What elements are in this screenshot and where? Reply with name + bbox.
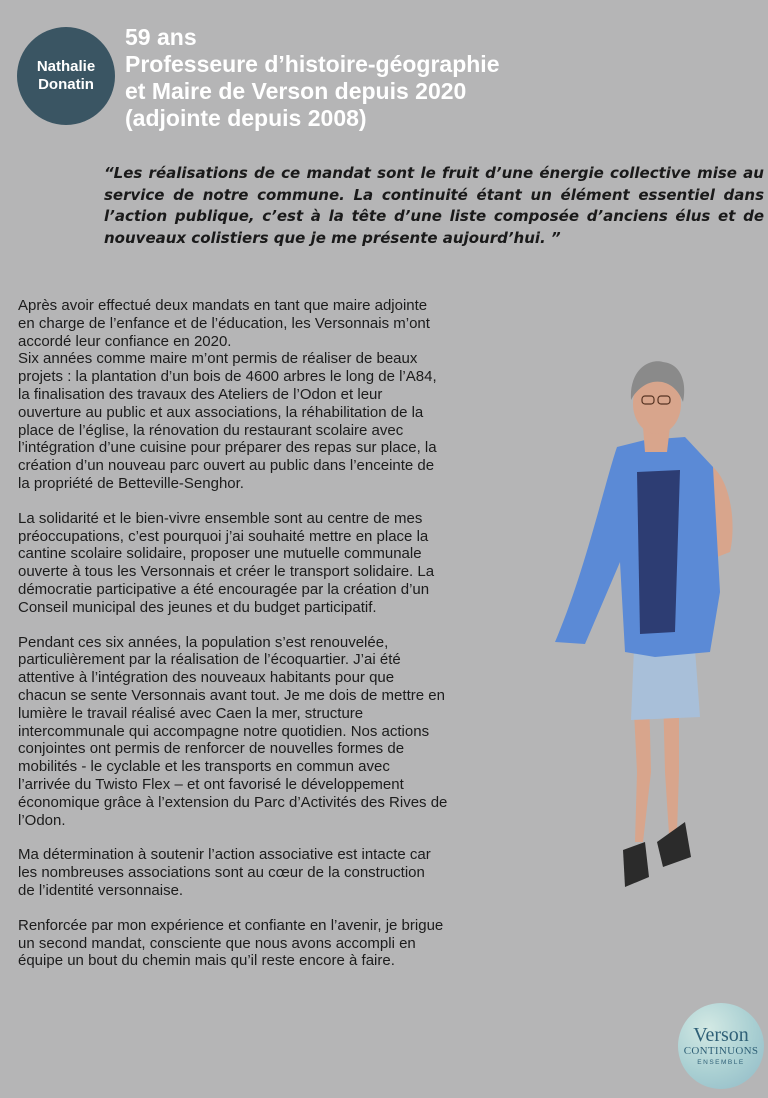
body-line: Six années comme maire m’ont permis de réaliser de beaux <box>18 350 418 368</box>
body-line: intercommunale qui accompagne notre quotidien. Nos actions <box>18 722 430 740</box>
logo-verson: Verson <box>693 1024 749 1046</box>
body-line: de l’identité versonnaise. <box>18 881 184 899</box>
body-line: l’arrivée du Twisto Flex – et ont favorisé le développement <box>18 775 404 793</box>
body-line: cantine scolaire solidaire, proposer une mutuelle communale <box>18 545 422 563</box>
body-line: l’intégration d’une cuisine pour préparer des repas sur place, la <box>18 439 437 457</box>
badge-first-name: Nathalie <box>36 58 96 75</box>
body-line: démocratie participative a été encouragée par la création d’un <box>18 580 430 598</box>
body-line: conjointes ont permis de renforcer de nouvelles formes de <box>18 740 405 758</box>
body-line: attentive à l’intégration des nouveaux habitants pour que <box>18 669 395 687</box>
body-line: Après avoir effectué deux mandats en tant que maire adjointe <box>18 297 428 314</box>
body-paragraph <box>18 917 508 970</box>
body-paragraph <box>18 297 508 493</box>
body-line: accordé leur confiance en 2020. <box>18 332 232 350</box>
body-line: place de l’église, la rénovation du restaurant scolaire avec <box>18 421 404 439</box>
candidate-mandate: et Maire de Verson depuis 2020 <box>125 78 467 104</box>
body-line: la propriété de Betteville-Senghor. <box>18 474 244 492</box>
candidate-deputy-since: (adjointe depuis 2008) <box>125 105 367 131</box>
candidate-header <box>125 24 499 132</box>
body-paragraph <box>18 634 508 830</box>
body-line: Conseil municipal des jeunes et du budget participatif. <box>18 598 377 616</box>
body-line: Pendant ces six années, la population s’est renouvelée, <box>18 633 389 651</box>
body-line: ouverture au public et aux associations, la réhabilitation de la <box>18 403 424 421</box>
body-paragraph <box>18 846 508 899</box>
body-text <box>18 297 508 987</box>
body-line: particulièrement par la réalisation de l’écoquartier. J’ai été <box>18 651 401 669</box>
candidate-portrait <box>545 352 745 897</box>
body-line: économique grâce à l’extension du Parc d’Activités des Rives de <box>18 793 448 811</box>
verson-logo <box>678 1003 764 1089</box>
body-line: en charge de l’enfance et de l’éducation, les Versonnais m’ont <box>18 314 430 332</box>
badge-last-name: Donatin <box>38 76 94 93</box>
logo-continuons: CONTINUONS <box>683 1045 759 1057</box>
body-line: un second mandat, consciente que nous avons accompli en <box>18 934 416 952</box>
body-line: La solidarité et le bien-vivre ensemble sont au centre de mes <box>18 509 423 527</box>
portrait-sandal-left <box>623 842 649 887</box>
candidate-profession: Professeure d’histoire-géographie <box>125 51 500 77</box>
candidate-quote: “Les réalisations de ce mandat sont le fruit d’une énergie collective mise au service de notre commune. La continuité étant un élément essentiel dans l’action publique, c’est à la tête d’une liste composée d’anciens élus et de nouveaux colistiers que je me présente aujourd’hui. ” <box>104 164 764 247</box>
logo-ensemble: ENSEMBLE <box>697 1059 745 1066</box>
body-line: Ma détermination à soutenir l’action associative est intacte car <box>18 846 431 864</box>
body-line: création d’un nouveau parc ouvert au public dans l’enceinte de <box>18 457 435 475</box>
body-line: ouverte à tous les Versonnais et créer le transport solidaire. La <box>18 563 435 581</box>
body-line: l’Odon. <box>18 811 66 829</box>
body-line: la finalisation des travaux des Ateliers de l’Odon et leur <box>18 385 383 403</box>
portrait-jacket <box>555 437 720 657</box>
body-line: préoccupations, c’est pourquoi j’ai souhaité mettre en place la <box>18 527 429 545</box>
portrait-blouse <box>637 470 680 634</box>
body-line: projets : la plantation d’un bois de 4600 arbres le long de l’A84, <box>18 368 437 386</box>
body-line: équipe un bout du chemin mais qu’il reste encore à faire. <box>18 952 395 970</box>
name-badge <box>17 27 115 125</box>
body-line: mobilités - le cyclable et les transports en commun avec <box>18 758 390 776</box>
candidate-age: 59 ans <box>125 24 197 50</box>
body-line: Renforcée par mon expérience et confiante en l’avenir, je brigue <box>18 916 444 934</box>
body-line: les nombreuses associations sont au cœur de la construction <box>18 864 425 882</box>
body-line: lumière le travail réalisé avec Caen la mer, structure <box>18 704 364 722</box>
body-line: chacun se sente Versonnais avant tout. Je me dois de mettre en <box>18 686 445 704</box>
body-paragraph <box>18 510 508 617</box>
